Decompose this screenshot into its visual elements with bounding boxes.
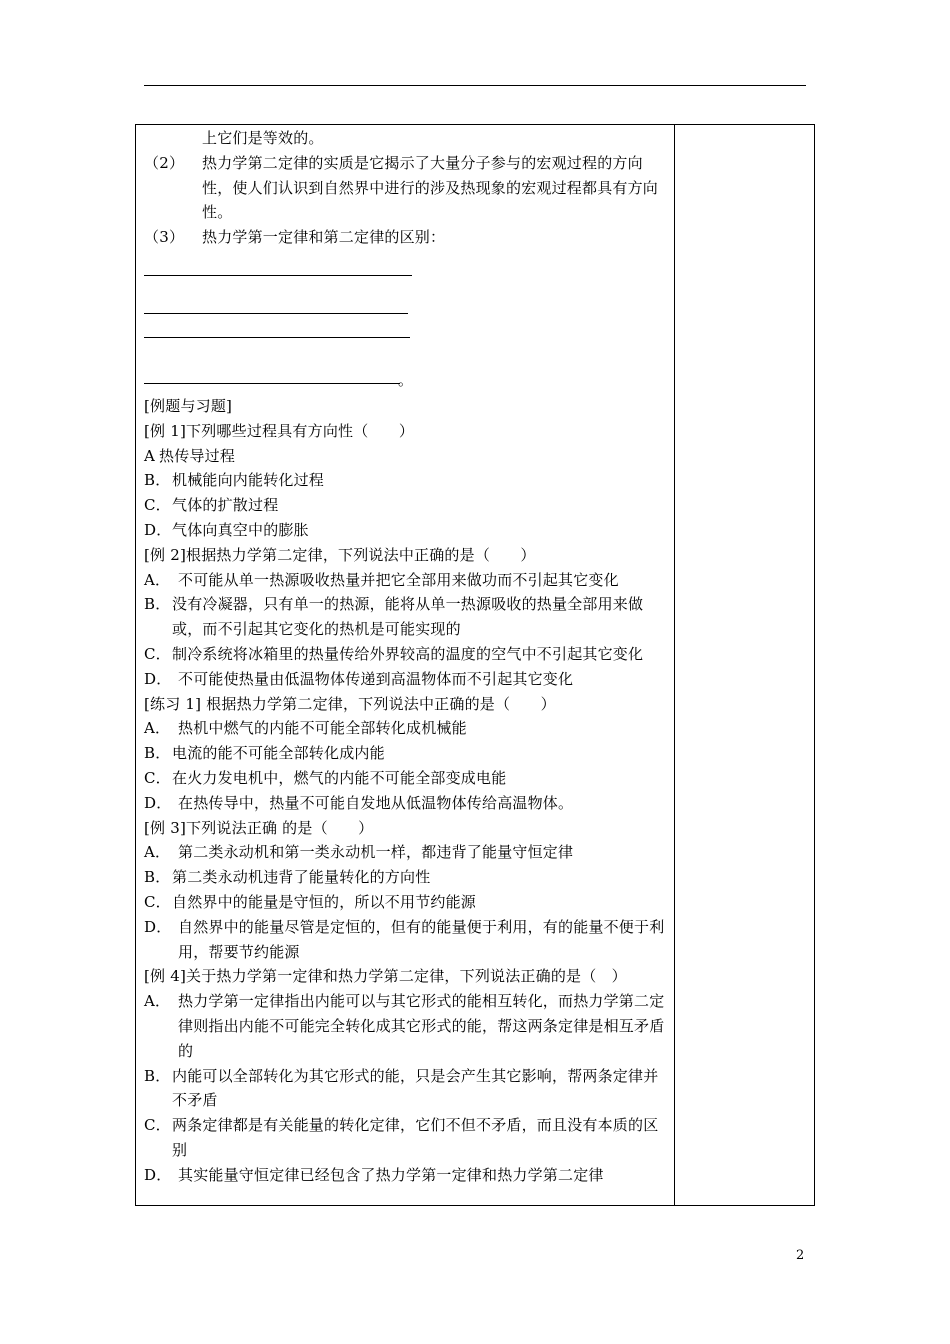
- option-text: 在热传导中，热量不可能自发地从低温物体传给高温物体。: [178, 793, 574, 812]
- option-label: C．: [144, 496, 171, 515]
- option-item: [144, 568, 670, 593]
- fill-blank-line: [144, 300, 408, 314]
- option-item: [144, 468, 670, 493]
- option-text: 自然界中的能量是守恒的，所以不用节约能源: [172, 892, 477, 911]
- item-number: （3）: [144, 228, 185, 247]
- main-content: [144, 126, 670, 1187]
- option-text: 制冷系统将冰箱里的热量传给外界较高的温度的空气中不引起其它变化: [172, 644, 644, 663]
- continuation-line: 上它们是等效的。: [202, 129, 324, 147]
- option-item: [144, 667, 670, 692]
- option-label: A．: [144, 719, 171, 738]
- question-stem: [例 4]关于热力学第一定律和热力学第二定律，下列说法正确的是（ ）: [144, 967, 627, 986]
- option-text: 第二类永动机违背了能量转化的方向性: [172, 868, 431, 887]
- option-text: 不可能使热量由低温物体传递到高温物体而不引起其它变化: [178, 669, 574, 688]
- option-label: A．: [144, 570, 171, 589]
- option-text: 热机中燃气的内能不可能全部转化成机械能: [178, 719, 467, 738]
- option-item: [144, 766, 670, 791]
- option-text: 在火力发电机中，燃气的内能不可能全部变成电能: [172, 768, 507, 787]
- table-column-divider: [674, 124, 675, 1206]
- option-item: [144, 1064, 670, 1114]
- option-item: [144, 791, 670, 816]
- option-item: [144, 1113, 670, 1163]
- blank-end-mark: 。: [398, 370, 414, 389]
- option-label: C．: [144, 1116, 171, 1135]
- option-label: B．: [144, 868, 171, 887]
- option-text: 热力学第一定律指出内能可以与其它形式的能相互转化，而热力学第二定律则指出内能不可能完全转化成其它形式的能，帮这两条定律是相互矛盾的: [178, 992, 665, 1060]
- option-text: 两条定律都是有关能量的转化定律，它们不但不矛盾，而且没有本质的区别: [172, 1116, 659, 1159]
- option-item: [144, 741, 670, 766]
- option-label: D．: [144, 793, 172, 812]
- option-item: [144, 1163, 670, 1188]
- item-text: 热力学第二定律的实质是它揭示了大量分子参与的宏观过程的方向性，使人们认识到自然界中进行的涉及热现象的宏观过程都具有方向性。: [202, 153, 659, 222]
- question-stem: [例 3]下列说法正确 的是（ ）: [144, 818, 374, 837]
- option-label: D．: [144, 917, 172, 936]
- option-label: B．: [144, 471, 171, 490]
- option-item: [144, 592, 670, 642]
- option-label: A: [144, 446, 156, 465]
- list-item: [144, 151, 670, 225]
- option-label: D．: [144, 1165, 172, 1184]
- header-rule: [144, 85, 806, 86]
- question-stem: [例 1]下列哪些过程具有方向性（ ）: [144, 421, 415, 440]
- option-label: C．: [144, 768, 171, 787]
- fill-blank-line: [144, 262, 412, 276]
- option-item: [144, 642, 670, 667]
- option-label: C．: [144, 644, 171, 663]
- option-text: 其实能量守恒定律已经包含了热力学第一定律和热力学第二定律: [178, 1165, 604, 1184]
- option-label: D．: [144, 669, 172, 688]
- option-text: 机械能向内能转化过程: [172, 471, 325, 490]
- option-label: B．: [144, 595, 171, 614]
- option-text: 电流的能不可能全部转化成内能: [172, 744, 385, 763]
- option-text: 气体的扩散过程: [172, 496, 279, 515]
- option-text: 热传导过程: [159, 446, 236, 465]
- option-item: [144, 890, 670, 915]
- list-item: [144, 225, 670, 250]
- option-item: [144, 865, 670, 890]
- item-number: （2）: [144, 153, 185, 172]
- question-stem: [例 2]根据热力学第二定律，下列说法中正确的是（ ）: [144, 545, 536, 564]
- fill-blank-line: [144, 324, 410, 338]
- option-label: C．: [144, 892, 171, 911]
- option-label: B．: [144, 744, 171, 763]
- option-item: [144, 840, 670, 865]
- option-item: [144, 493, 670, 518]
- option-label: D．: [144, 520, 172, 539]
- fill-blank-line: [144, 370, 400, 384]
- question-stem: [练习 1] 根据热力学第二定律，下列说法中正确的是（ ）: [144, 694, 556, 713]
- fill-blank-row: [144, 370, 670, 389]
- option-label: A．: [144, 843, 171, 862]
- option-label: B．: [144, 1066, 171, 1085]
- option-text: 不可能从单一热源吸收热量并把它全部用来做功而不引起其它变化: [178, 570, 619, 589]
- option-text: 没有冷凝器，只有单一的热源，能将从单一热源吸收的热量全部用来做或，而不引起其它变化的热机是可能实现的: [172, 595, 644, 639]
- option-label: A．: [144, 992, 171, 1011]
- page-number: 2: [796, 1248, 805, 1263]
- item-text: 热力学第一定律和第二定律的区别：: [202, 228, 446, 247]
- option-text: 内能可以全部转化为其它形式的能，只是会产生其它影响，帮两条定律并不矛盾: [172, 1066, 659, 1110]
- option-text: 第二类永动机和第一类永动机一样，都违背了能量守恒定律: [178, 843, 574, 862]
- option-text: 自然界中的能量尽管是定恒的，但有的能量便于利用，有的能量不便于利用，帮要节约能源: [178, 917, 665, 961]
- option-item: [144, 716, 670, 741]
- option-text: 气体向真空中的膨胀: [172, 520, 309, 539]
- section-title: [例题与习题]: [144, 396, 233, 415]
- option-item: [144, 915, 670, 965]
- option-item: [144, 518, 670, 543]
- option-item: [144, 989, 670, 1063]
- option-item: [144, 444, 670, 469]
